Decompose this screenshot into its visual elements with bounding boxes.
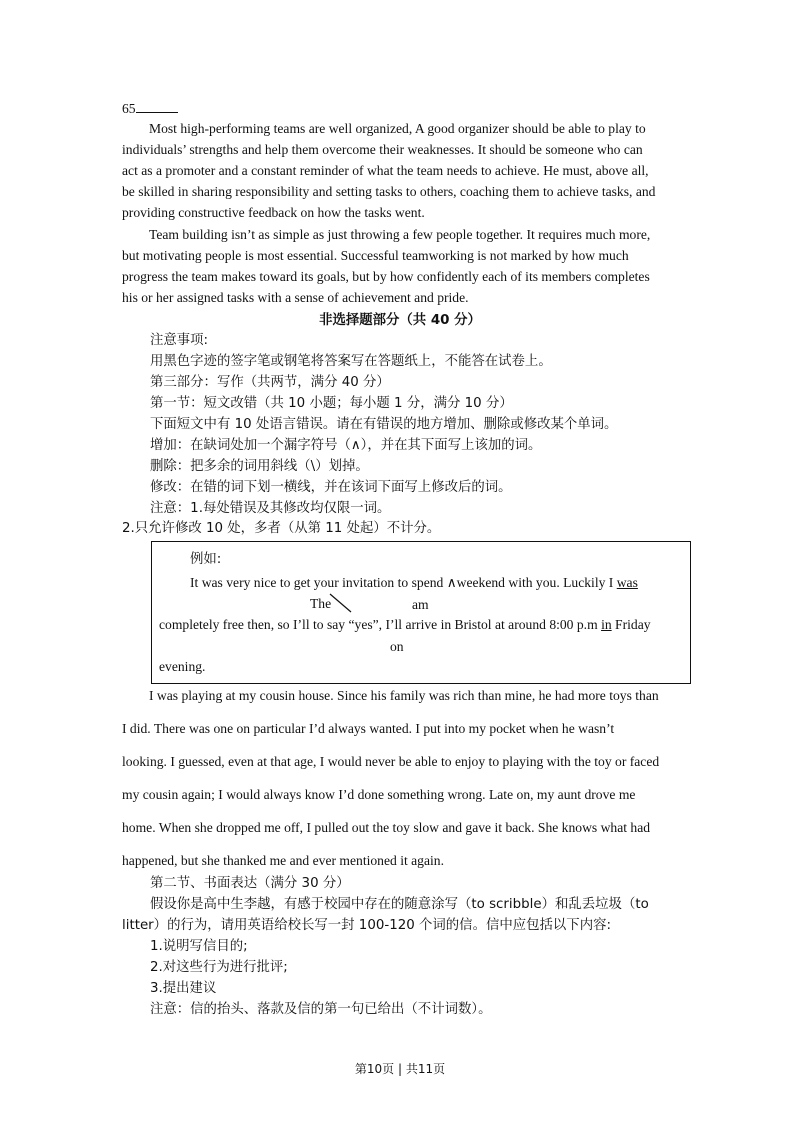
instruction-note-2: 2.只允许修改 10 处，多者（从第 11 处起）不计分。 — [122, 521, 441, 536]
essay-line: happened, but she thanked me and ever mentioned it again. — [122, 853, 444, 868]
example-text: It was very nice to get your invitation to spend ∧weekend with you. Luckily I — [190, 575, 617, 590]
example-text: Friday — [611, 617, 651, 632]
instruction-line: 增加：在缺词处加一个漏字符号（∧），并在其下面写上该加的词。 — [150, 438, 542, 453]
example-label: 例如: — [190, 552, 222, 567]
question-number — [122, 100, 178, 116]
page-footer: 第10页 | 共11页 — [354, 1062, 446, 1076]
instruction-line: 注意：1.每处错误及其修改均仅限一词。 — [150, 501, 391, 516]
passage-paragraph-1 — [122, 118, 670, 223]
essay-line: I was playing at my cousin house. Since his family was rich than mine, he had more toys than — [149, 688, 659, 703]
writing-point-2: 2.对这些行为进行批评; — [150, 960, 288, 975]
passage-line: progress the team makes toward its goals, but by how confidently each of its members completes — [122, 269, 650, 284]
instruction-line: 删除：把多余的词用斜线（\）划掉。 — [150, 459, 369, 474]
instruction-line: 下面短文中有 10 处语言错误。请在有错误的地方增加、删除或修改某个单词。 — [150, 417, 618, 432]
writing-note: 注意：信的抬头、落款及信的第一句已给出（不计词数）。 — [150, 1002, 492, 1017]
answer-blank — [136, 100, 178, 113]
passage-line: individuals’ strengths and help them overcome their weaknesses. It should be someone who can — [122, 142, 643, 157]
example-box — [151, 541, 691, 684]
passage-line: providing constructive feedback on how the tasks went. — [122, 205, 425, 220]
example-underlined-word: was — [616, 575, 638, 590]
passage-line: be skilled in sharing responsibility and setting tasks to others, coaching them to achieve tasks, and — [122, 184, 656, 199]
correction-the: The — [310, 596, 332, 611]
essay-line: I did. There was one on particular I’d always wanted. I put into my pocket when he wasn’t — [122, 721, 615, 736]
deletion-slash-icon — [328, 592, 354, 614]
instruction-line: 第三部分：写作（共两节，满分 40 分） — [150, 375, 390, 390]
writing-point-3: 3.提出建议 — [150, 981, 217, 996]
instruction-line: 第一节：短文改错（共 10 小题；每小题 1 分，满分 10 分） — [150, 396, 513, 411]
example-text: completely free then, so I’ll to say “yes”, I’ll arrive in Bristol at around 8:00 p.m — [159, 617, 602, 632]
writing-prompt-line-2: litter）的行为，请用英语给校长写一封 100-120 个词的信。信中应包括以下内容: — [122, 918, 611, 933]
example-line-1 — [190, 576, 638, 590]
writing-prompt-line-1: 假设你是高中生李越，有感于校园中存在的随意涂写（to scribble）和乱丢垃圾（to — [150, 897, 649, 912]
writing-point-1: 1.说明写信目的; — [150, 939, 248, 954]
question-number-text: 65 — [122, 101, 136, 116]
instruction-line: 修改：在错的词下划一横线，并在该词下面写上修改后的词。 — [150, 480, 512, 495]
instructions-block — [150, 330, 617, 519]
passage-line: act as a promoter and a constant reminder of what the team needs to achieve. He must, above all, — [122, 163, 649, 178]
correction-am: am — [412, 597, 429, 612]
instruction-line: 用黑色字迹的签字笔或钢笔将答案写在答题纸上，不能答在试卷上。 — [150, 354, 552, 369]
instruction-line: 注意事项: — [150, 333, 209, 348]
example-line-2 — [159, 618, 651, 632]
example-underlined-word: in — [601, 617, 612, 632]
correction-on: on — [390, 639, 404, 654]
essay-line: home. When she dropped me off, I pulled out the toy slow and gave it back. She knows what had — [122, 820, 651, 835]
essay-line: my cousin again; I would always know I’d done something wrong. Late on, my aunt drove me — [122, 787, 636, 802]
section-heading: 非选择题部分（共 40 分） — [319, 313, 481, 328]
essay-line: looking. I guessed, even at that age, I would never be able to enjoy to playing with the toy or faced — [122, 754, 660, 769]
passage-line: his or her assigned tasks with a sense of achievement and pride. — [122, 290, 469, 305]
example-line-3: evening. — [159, 659, 206, 674]
passage-line: Team building isn’t as simple as just throwing a few people together. It requires much more, — [149, 227, 651, 242]
section-2-title: 第二节、书面表达（满分 30 分） — [150, 876, 350, 891]
passage-paragraph-2 — [122, 224, 670, 308]
passage-line: but motivating people is most essential. Successful teamworking is not marked by how much — [122, 248, 629, 263]
passage-line: Most high-performing teams are well organized, A good organizer should be able to play to — [149, 121, 646, 136]
